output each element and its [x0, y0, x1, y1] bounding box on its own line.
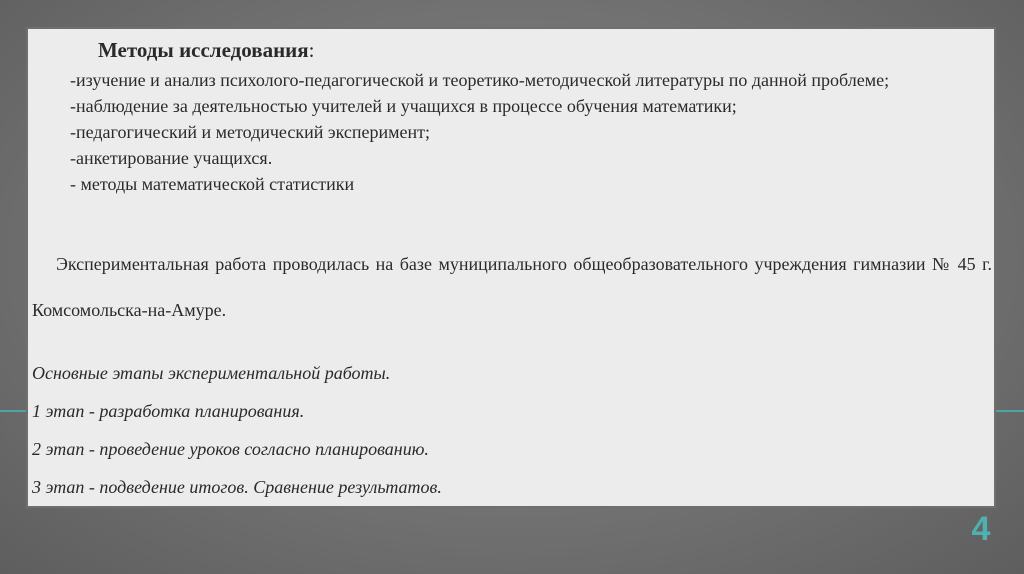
method-item: -наблюдение за деятельностью учителей и учащихся в процессе обучения математики;	[70, 96, 737, 116]
stages-list	[32, 362, 442, 514]
method-item: - методы математической статистики	[70, 174, 355, 194]
method-item: -анкетирование учащихся.	[70, 148, 273, 168]
methods-list	[70, 67, 980, 197]
stages-title: Основные этапы экспериментальной работы.	[32, 363, 391, 383]
heading-colon: :	[308, 38, 315, 62]
stage-item: 3 этап - подведение итогов. Сравнение результатов.	[32, 477, 442, 497]
slide-heading	[98, 38, 314, 63]
experiment-paragraph: Экспериментальная работа проводилась на базе муниципального общеобразовательного учреждения гимназии № 45 г. Комсомольска-на-Амуре.	[32, 254, 992, 320]
method-item: -педагогический и методический эксперимент;	[70, 122, 431, 142]
stage-item: 1 этап - разработка планирования.	[32, 401, 305, 421]
stage-item: 2 этап - проведение уроков согласно планированию.	[32, 439, 429, 459]
accent-line-right	[996, 410, 1024, 412]
slide-content-box	[26, 27, 996, 508]
heading-text: Методы исследования	[98, 38, 309, 62]
method-item: -изучение и анализ психолого-педагогической и теоретико-методической литературы по данной проблеме;	[70, 70, 890, 90]
page-number: 4	[971, 510, 991, 548]
